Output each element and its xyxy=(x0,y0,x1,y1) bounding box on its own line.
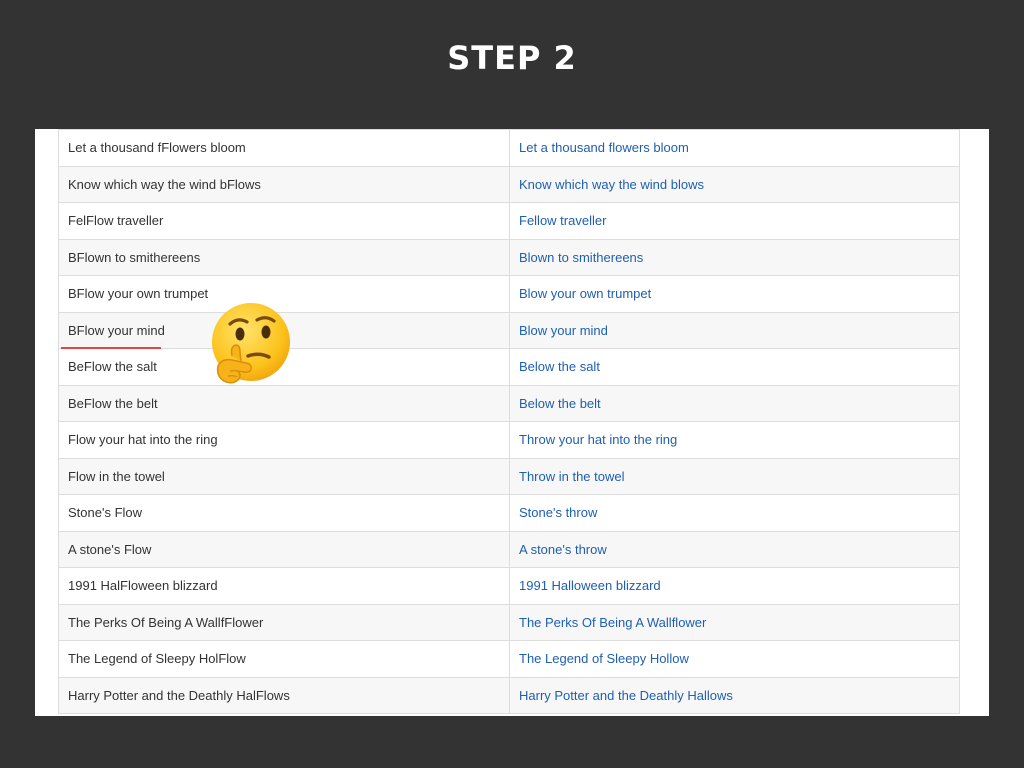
output-phrase-link[interactable]: The Legend of Sleepy Hollow xyxy=(510,641,960,678)
table-row xyxy=(59,130,960,167)
input-phrase: BFlow your mind xyxy=(59,312,510,349)
table-body xyxy=(59,130,960,714)
input-phrase: Stone's Flow xyxy=(59,495,510,532)
table-row xyxy=(59,458,960,495)
input-phrase: The Legend of Sleepy HolFlow xyxy=(59,641,510,678)
input-phrase: BeFlow the belt xyxy=(59,385,510,422)
table-row xyxy=(59,385,960,422)
input-phrase: The Perks Of Being A WallfFlower xyxy=(59,604,510,641)
output-phrase-link[interactable]: Let a thousand flowers bloom xyxy=(510,130,960,167)
input-phrase: Let a thousand fFlowers bloom xyxy=(59,130,510,167)
input-phrase: FelFlow traveller xyxy=(59,203,510,240)
input-phrase: Flow in the towel xyxy=(59,458,510,495)
output-phrase-link[interactable]: 1991 Halloween blizzard xyxy=(510,568,960,605)
input-phrase: BeFlow the salt xyxy=(59,349,510,386)
table-row xyxy=(59,203,960,240)
table-row xyxy=(59,166,960,203)
output-phrase-link[interactable]: Throw your hat into the ring xyxy=(510,422,960,459)
table-row xyxy=(59,641,960,678)
input-phrase: Harry Potter and the Deathly HalFlows xyxy=(59,677,510,714)
output-phrase-link[interactable]: Blow your mind xyxy=(510,312,960,349)
table-row xyxy=(59,677,960,714)
output-phrase-link[interactable]: Below the belt xyxy=(510,385,960,422)
table-row xyxy=(59,531,960,568)
input-phrase: BFlown to smithereens xyxy=(59,239,510,276)
slide-title: STEP 2 xyxy=(447,39,577,77)
table-screenshot xyxy=(35,129,989,716)
output-phrase-link[interactable]: Below the salt xyxy=(510,349,960,386)
input-phrase: BFlow your own trumpet xyxy=(59,276,510,313)
input-phrase: A stone's Flow xyxy=(59,531,510,568)
input-phrase: 1991 HalFloween blizzard xyxy=(59,568,510,605)
output-phrase-link[interactable]: Stone's throw xyxy=(510,495,960,532)
output-phrase-link[interactable]: Blow your own trumpet xyxy=(510,276,960,313)
table-row xyxy=(59,568,960,605)
red-underline-marker xyxy=(61,347,161,349)
table-row xyxy=(59,495,960,532)
input-phrase: Flow your hat into the ring xyxy=(59,422,510,459)
output-phrase-link[interactable]: Know which way the wind blows xyxy=(510,166,960,203)
thinking-face-icon xyxy=(208,300,294,386)
output-phrase-link[interactable]: Blown to smithereens xyxy=(510,239,960,276)
input-phrase: Know which way the wind bFlows xyxy=(59,166,510,203)
table-row xyxy=(59,604,960,641)
table-row xyxy=(59,239,960,276)
table-row xyxy=(59,312,960,349)
output-phrase-link[interactable]: Throw in the towel xyxy=(510,458,960,495)
table-row xyxy=(59,422,960,459)
flow-replacement-table xyxy=(58,129,960,714)
output-phrase-link[interactable]: The Perks Of Being A Wallflower xyxy=(510,604,960,641)
table-row xyxy=(59,349,960,386)
table-row xyxy=(59,276,960,313)
output-phrase-link[interactable]: A stone's throw xyxy=(510,531,960,568)
output-phrase-link[interactable]: Harry Potter and the Deathly Hallows xyxy=(510,677,960,714)
output-phrase-link[interactable]: Fellow traveller xyxy=(510,203,960,240)
